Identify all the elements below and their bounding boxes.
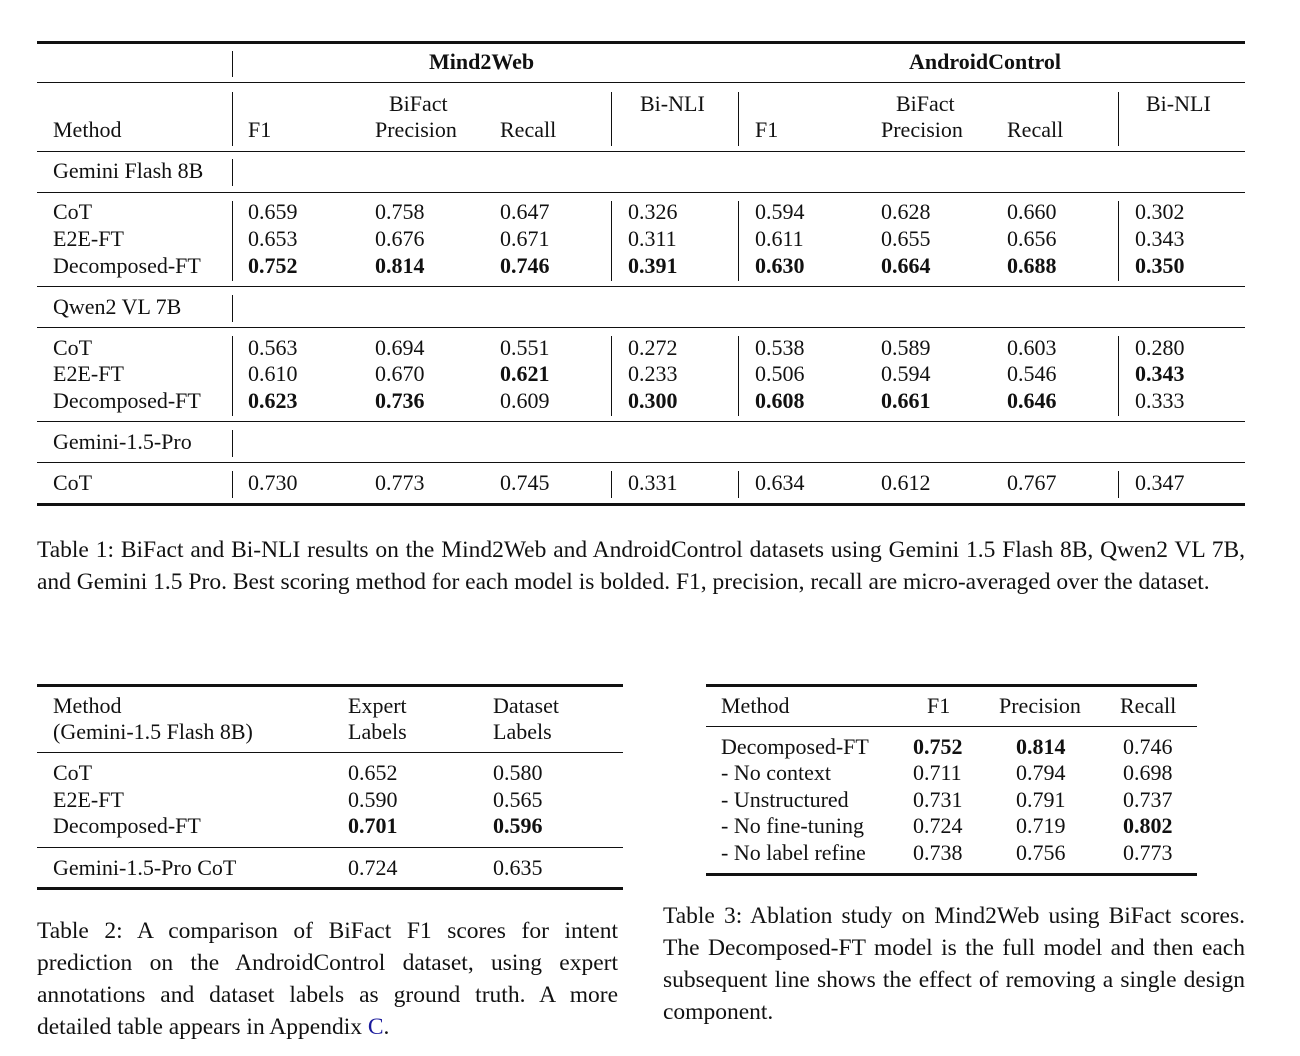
value-cell: 0.671: [500, 226, 550, 251]
appendix-link[interactable]: C: [367, 1014, 384, 1040]
col-sep: [232, 295, 233, 322]
value-cell-best: 0.802: [1123, 813, 1173, 838]
value-cell: 0.737: [1123, 787, 1173, 812]
col-header-binli: Bi-NLI: [640, 91, 705, 116]
value-cell: 0.538: [755, 335, 805, 360]
value-cell: 0.724: [913, 813, 963, 838]
col-header-recall: Recall: [500, 117, 557, 142]
method-cell: E2E-FT: [53, 787, 124, 812]
rule: [37, 421, 1245, 422]
col-sep: [1118, 201, 1119, 281]
col-header-binli: Bi-NLI: [1146, 91, 1211, 116]
rule: [37, 151, 1245, 152]
value-cell: 0.546: [1007, 361, 1057, 386]
value-cell-best: 0.661: [881, 388, 931, 413]
method-cell: CoT: [53, 199, 93, 224]
value-cell: 0.594: [881, 361, 931, 386]
value-cell-best: 0.746: [500, 253, 550, 278]
value-cell: 0.565: [493, 787, 543, 812]
value-cell: 0.331: [628, 470, 678, 495]
col-header-dataset-sub: Labels: [493, 719, 552, 744]
value-cell: 0.272: [628, 335, 678, 360]
col-sep: [232, 336, 233, 416]
value-cell: 0.280: [1135, 335, 1185, 360]
value-cell-best: 0.736: [375, 388, 425, 413]
value-cell: 0.610: [248, 361, 298, 386]
value-cell-best: 0.608: [755, 388, 805, 413]
col-sep: [738, 336, 739, 416]
value-cell: 0.233: [628, 361, 678, 386]
col-header-recall: Recall: [1120, 693, 1177, 718]
col-sep: [738, 92, 739, 146]
col-header-method: Method: [721, 693, 790, 718]
value-cell: 0.724: [348, 855, 398, 880]
value-cell: 0.676: [375, 226, 425, 251]
value-cell: 0.656: [1007, 226, 1057, 251]
rule: [37, 327, 1245, 328]
col-header-expert-sub: Labels: [348, 719, 407, 744]
col-sep: [611, 92, 612, 146]
method-cell: CoT: [53, 335, 93, 360]
value-cell-best: 0.752: [913, 734, 963, 759]
table-1-caption: Table 1: BiFact and Bi-NLI results on the Mind2Web and AndroidControl datasets using Gemini 1.5 Flash 8B, Qwen2 VL 7B, and Gemini 1.5 Pro. Best scoring method for each model is bolded. F1, precision, recall are micro-averaged over the dataset.: [37, 537, 1245, 595]
rule: [37, 192, 1245, 193]
col-sep: [1118, 471, 1119, 498]
value-cell: 0.756: [1016, 840, 1066, 865]
col-header-bifact: BiFact: [896, 91, 955, 116]
value-cell: 0.659: [248, 199, 298, 224]
value-cell: 0.551: [500, 335, 550, 360]
value-cell: 0.580: [493, 760, 543, 785]
value-cell: 0.594: [755, 199, 805, 224]
value-cell-best: 0.391: [628, 253, 678, 278]
value-cell-best: 0.664: [881, 253, 931, 278]
col-header-recall: Recall: [1007, 117, 1064, 142]
col-header-f1: F1: [248, 117, 272, 142]
value-cell-best: 0.688: [1007, 253, 1057, 278]
value-cell-best: 0.814: [375, 253, 425, 278]
value-cell: 0.670: [375, 361, 425, 386]
caption-text: Table 2: A comparison of BiFact F1 scores for intent prediction on the AndroidControl dataset, using expert annotations and dataset labels as ground truth. A more detailed table appears in Appendix: [37, 918, 618, 1040]
value-cell-best: 0.623: [248, 388, 298, 413]
value-cell: 0.590: [348, 787, 398, 812]
value-cell: 0.611: [755, 226, 804, 251]
col-sep: [232, 51, 233, 77]
value-cell: 0.746: [1123, 734, 1173, 759]
col-sep: [611, 201, 612, 281]
value-cell-best: 0.350: [1135, 253, 1185, 278]
value-cell-best: 0.646: [1007, 388, 1057, 413]
col-sep: [738, 201, 739, 281]
value-cell: 0.343: [1135, 226, 1185, 251]
value-cell-best: 0.630: [755, 253, 805, 278]
group-header-mind2web: Mind2Web: [429, 49, 535, 74]
value-cell: 0.653: [248, 226, 298, 251]
value-cell: 0.326: [628, 199, 678, 224]
bottom-rule: [37, 503, 1245, 506]
value-cell: 0.711: [913, 760, 962, 785]
table-3-caption: Table 3: Ablation study on Mind2Web using BiFact scores. The Decomposed-FT model is the full model and then each subsequent line shows the effect of removing a single design component.: [663, 903, 1245, 1025]
method-cell: CoT: [53, 760, 93, 785]
top-rule: [37, 41, 1245, 44]
value-cell: 0.612: [881, 470, 931, 495]
value-cell: 0.773: [1123, 840, 1173, 865]
col-header-f1: F1: [927, 693, 951, 718]
col-header-dataset: Dataset: [493, 693, 559, 718]
rule: [37, 82, 1245, 83]
value-cell: 0.767: [1007, 470, 1057, 495]
value-cell-best: 0.621: [500, 361, 550, 386]
col-sep: [232, 92, 233, 146]
value-cell-best: 0.300: [628, 388, 678, 413]
value-cell: 0.660: [1007, 199, 1057, 224]
rule: [706, 726, 1197, 727]
value-cell: 0.603: [1007, 335, 1057, 360]
col-sep: [232, 201, 233, 281]
value-cell: 0.791: [1016, 787, 1066, 812]
value-cell: 0.563: [248, 335, 298, 360]
table-2-caption: [37, 915, 618, 1043]
value-cell: 0.794: [1016, 760, 1066, 785]
col-header-method: Method: [53, 117, 122, 142]
value-cell-best: 0.596: [493, 813, 543, 838]
method-cell: Gemini-1.5-Pro CoT: [53, 855, 237, 880]
col-header-expert: Expert: [348, 693, 407, 718]
bottom-rule: [37, 887, 623, 890]
value-cell-best: 0.814: [1016, 734, 1066, 759]
value-cell: 0.635: [493, 855, 543, 880]
value-cell: 0.738: [913, 840, 963, 865]
method-cell: CoT: [53, 470, 93, 495]
value-cell: 0.652: [348, 760, 398, 785]
rule: [37, 462, 1245, 463]
group-header-androidcontrol: AndroidControl: [909, 49, 1062, 74]
section-label: Qwen2 VL 7B: [53, 294, 182, 319]
value-cell: 0.333: [1135, 388, 1185, 413]
col-sep: [611, 471, 612, 498]
value-cell: 0.347: [1135, 470, 1185, 495]
value-cell: 0.302: [1135, 199, 1185, 224]
value-cell: 0.773: [375, 470, 425, 495]
value-cell: 0.506: [755, 361, 805, 386]
rule: [37, 752, 623, 753]
section-label: Gemini-1.5-Pro: [53, 429, 192, 454]
method-cell: - No label refine: [721, 840, 866, 865]
section-label: Gemini Flash 8B: [53, 158, 204, 183]
value-cell: 0.634: [755, 470, 805, 495]
col-sep: [232, 159, 233, 186]
col-header-method: Method: [53, 693, 122, 718]
col-header-precision: Precision: [375, 117, 457, 142]
value-cell: 0.628: [881, 199, 931, 224]
value-cell: 0.745: [500, 470, 550, 495]
top-rule: [37, 684, 623, 687]
col-sep: [232, 430, 233, 457]
value-cell: 0.731: [913, 787, 963, 812]
col-header-method-sub: (Gemini-1.5 Flash 8B): [53, 719, 253, 744]
col-sep: [1118, 336, 1119, 416]
method-cell: - Unstructured: [721, 787, 849, 812]
col-sep: [232, 471, 233, 498]
value-cell: 0.655: [881, 226, 931, 251]
col-header-precision: Precision: [999, 693, 1081, 718]
value-cell: 0.647: [500, 199, 550, 224]
col-header-f1: F1: [755, 117, 779, 142]
value-cell-best: 0.752: [248, 253, 298, 278]
col-header-precision: Precision: [881, 117, 963, 142]
col-sep: [1118, 92, 1119, 146]
col-sep: [738, 471, 739, 498]
value-cell: 0.609: [500, 388, 550, 413]
method-cell: E2E-FT: [53, 226, 124, 251]
value-cell: 0.758: [375, 199, 425, 224]
value-cell-best: 0.701: [348, 813, 398, 838]
value-cell: 0.311: [628, 226, 677, 251]
value-cell: 0.719: [1016, 813, 1066, 838]
value-cell: 0.694: [375, 335, 425, 360]
method-cell: Decomposed-FT: [53, 253, 201, 278]
value-cell: 0.589: [881, 335, 931, 360]
col-sep: [611, 336, 612, 416]
method-cell: Decomposed-FT: [53, 813, 201, 838]
value-cell: 0.730: [248, 470, 298, 495]
method-cell: - No fine-tuning: [721, 813, 864, 838]
bottom-rule: [706, 873, 1197, 876]
rule: [37, 286, 1245, 287]
value-cell-best: 0.343: [1135, 361, 1185, 386]
method-cell: Decomposed-FT: [53, 388, 201, 413]
caption-end: .: [383, 1014, 390, 1040]
value-cell: 0.698: [1123, 760, 1173, 785]
rule: [37, 847, 623, 848]
method-cell: Decomposed-FT: [721, 734, 869, 759]
col-header-bifact: BiFact: [389, 91, 448, 116]
method-cell: - No context: [721, 760, 831, 785]
top-rule: [706, 684, 1197, 687]
method-cell: E2E-FT: [53, 361, 124, 386]
